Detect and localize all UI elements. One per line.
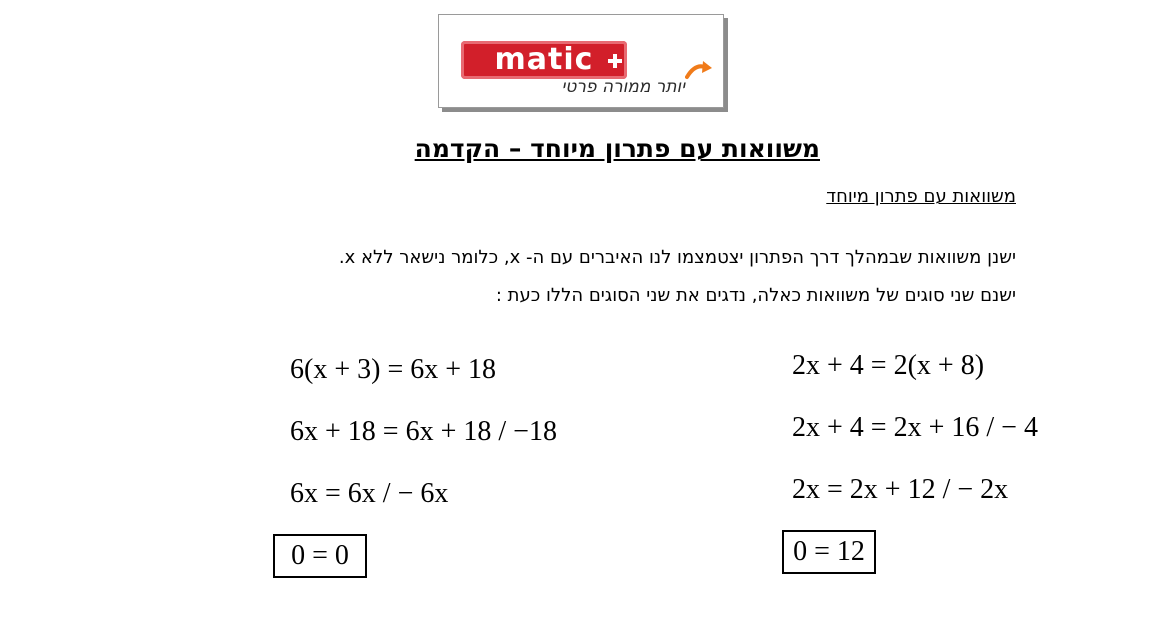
right-result-box: 0 = 12 [782, 530, 876, 574]
intro-paragraph-line-2: ישנם שני סוגים של משוואות כאלה, נדגים את שני הסוגים הללו כעת : [495, 285, 1016, 306]
intro-paragraph-line-1: ישנן משוואות שבמהלך דרך הפתרון יצטמצמו לנו האיברים עם ה- x, כלומר נישאר ללא x. [338, 247, 1016, 268]
left-equation-3: 6x = 6x / − 6x [290, 478, 449, 509]
right-equation-2: 2x + 4 = 2x + 16 / − 4 [792, 412, 1038, 443]
left-equation-1: 6(x + 3) = 6x + 18 [290, 354, 497, 385]
logo-word: matic [494, 42, 594, 77]
page-title: משוואות עם פתרון מיוחד – הקדמה [414, 134, 820, 163]
logo-plate [461, 41, 627, 79]
logo-tagline: יותר ממורה פרטי [561, 77, 685, 97]
plus-icon [607, 53, 623, 69]
section-subtitle: משוואות עם פתרון מיוחד [826, 186, 1016, 207]
right-equation-1: 2x + 4 = 2(x + 8) [792, 350, 985, 381]
left-equation-2: 6x + 18 = 6x + 18 / −18 [290, 416, 557, 447]
left-result-box: 0 = 0 [273, 534, 367, 578]
arrow-icon [685, 59, 713, 81]
matic-logo [438, 14, 724, 108]
right-equation-3: 2x = 2x + 12 / − 2x [792, 474, 1009, 505]
